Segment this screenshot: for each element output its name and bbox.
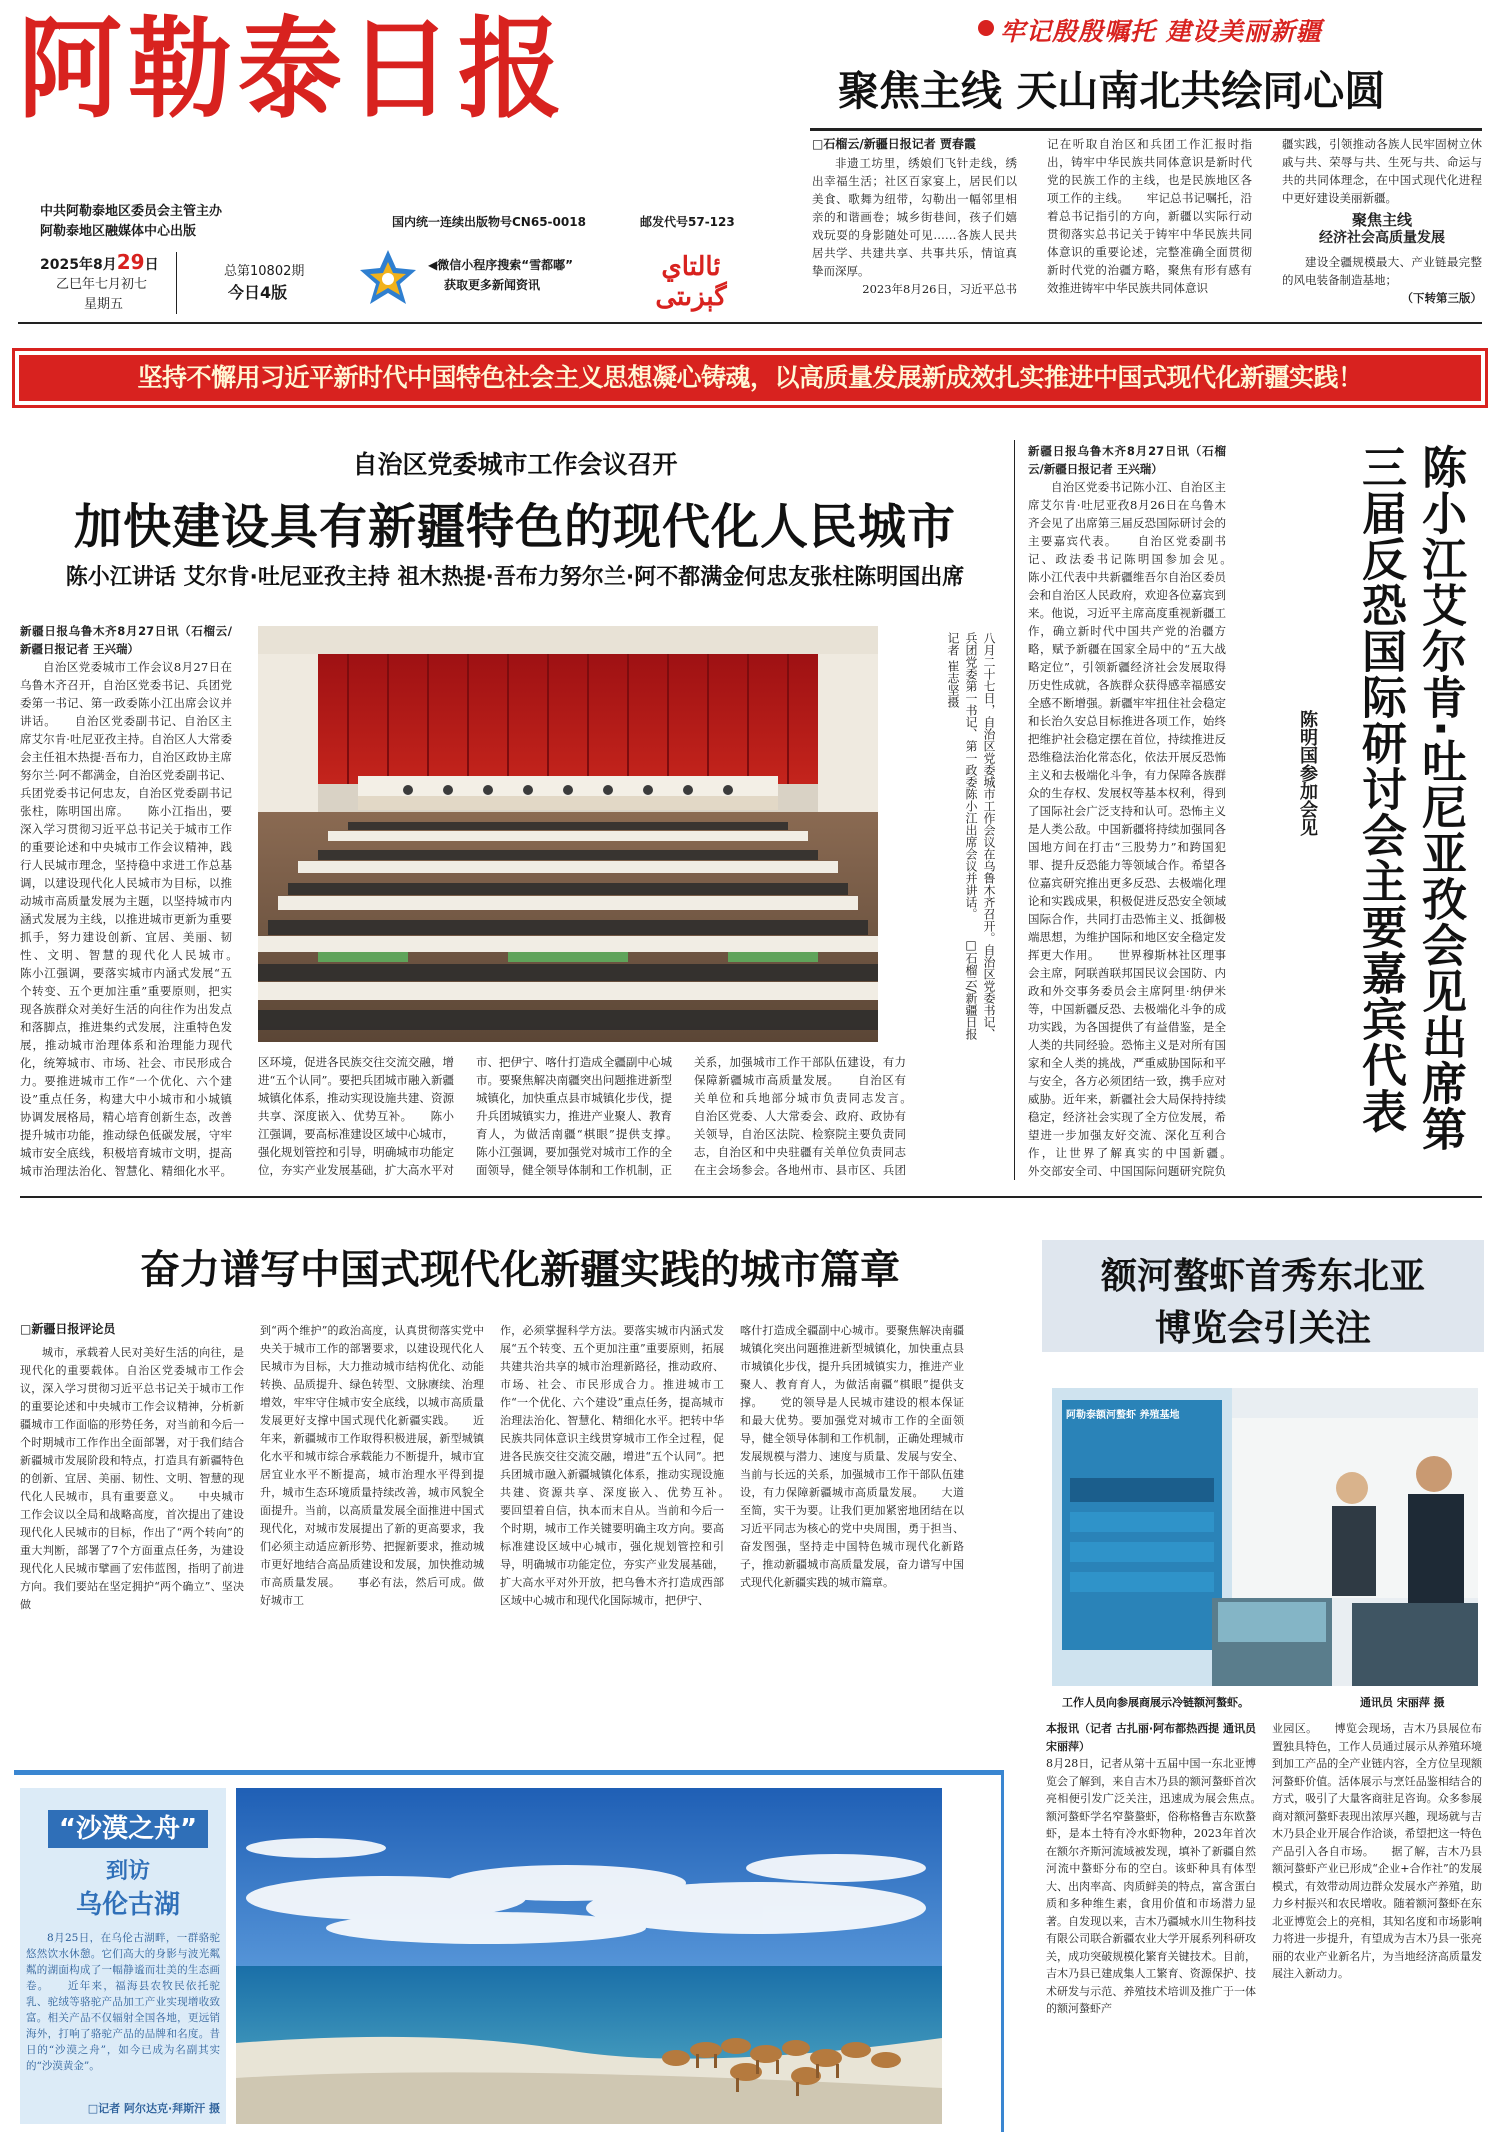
masthead-title: 阿勒泰日报 bbox=[18, 3, 569, 134]
right-story-subhead: 陈明国参加会见 bbox=[1297, 710, 1318, 836]
crayfish-photo-credit: 通讯员 宋丽萍 摄 bbox=[1360, 1696, 1445, 1709]
crayfish-col1: 本报讯（记者 古扎丽·阿布都热西提 通讯员 宋丽萍） 8月28日，记者从第十五届中国一东北亚博览会了解到，来自吉木乃县的额河螯虾首次亮相便引发广泛关注，迅速成为展会焦点。 额河螯虾学名窄螯螯虾，俗称格鲁吉东欧螯虾，是本土特有冷水虾物种，2023年首次在额尔齐斯河流域被发现，填补了新疆自然河流中螯虾分布的空白。该虾种具有体型大、出肉率高、肉质鲜美的特点，富含蛋白质和多种维生素，食用价值和市场潜力显著。自发现以来，吉木乃疆城水川生物科技有限公司联合新疆农业大学开展系列科研攻关，成功突破规模化繁育关键技术。目前，吉木乃县已建成集人工繁育、资源保护、技术研发与示范、养殖技术培训及推广于一体的额河螯虾产 bbox=[1046, 1722, 1256, 2015]
commentary-col3: 作，必须掌握科学方法。要落实城市内涵式发展“五个转变、五个更加注重”重要原则，拓展共建共治共享的城市治理新路径，推动政府、市场、社会、市民形成合力。推进城市工作“一个优化、六个建设”重点任务，提高城市治理法治化、智慧化、精细化水平。把转中华民族共同体意识主线贯穿城市工作全过程，促进各民族交往交流交融，增进“五个认同”。把兵团城市融入新疆城镇化体系，推动实现设施共建、资源共享、深度嵌入、优势互补。 要回望着自信，执本而末自从。当前和今后一个时期，城市工作关键要明确主攻方向。要高标准建设区域中心城市，强化规划管控和引导，明确城市功能定位，夯实产业发展基础，扩大高水平对外开放，把乌鲁木齐打造成西部区域中心城市和现代化国际城市，把伊宁、 bbox=[500, 1324, 724, 1607]
app-logo-icon bbox=[356, 248, 420, 308]
top-story-subheading2: 经济社会高质量发展 bbox=[1319, 230, 1445, 246]
issue-date bbox=[40, 250, 159, 274]
section-rule bbox=[20, 1196, 1482, 1198]
commentary-col4: 喀什打造成全疆副中心城市。要聚焦解决南疆城镇化突出问题推进新型城镇化，加快重点县市城镇化步伐，提升兵团城镇实力，推进产业聚人、教育育人，为做活南疆“棋眼”提供支撑。 党的领导是人民城市建设的根本保证和最大优势。要加强党对城市工作的全面领导，健全领导体制和工作机制，正确处理城市发展规模与潜力、速度与质量、发展与安全、当前与长远的关系，加强城市工作干部队伍建设，有力保障新疆城市高质量发展。 大道至简，实干为要。让我们更加紧密地团结在以习近平同志为核心的党中央周围，勇于担当、奋发图强，坚持走中国特色城市现代化新路子，推动新疆城市高质量发展，奋力谱写中国式现代化新疆实践的城市篇章。 bbox=[740, 1324, 964, 1589]
lead-col2: 区环境，促进各民族交往交流交融，增进“五个认同”。要把兵团城市融入新疆城镇化体系，推动实现设施共建、资源共享、深度嵌入、优势互补。 陈小江强调，要高标准建设区域中心城市，强化规划管控和引导，明确城市功能定位，夯实产业发展基础，扩大高水平对 bbox=[258, 1055, 454, 1177]
camel-title-line1: “沙漠之舟” bbox=[48, 1810, 208, 1848]
cn-number: 国内统一连续出版物号CN65-0018 bbox=[392, 215, 586, 229]
commentary-byline: □新疆日报评论员 bbox=[20, 1322, 116, 1336]
right-story-headline: 陈小江艾尔肯·吐尼亚孜会见出席第三届反恐国际研讨会主要嘉宾代表 bbox=[1354, 444, 1467, 1153]
lead-headline: 加快建设具有新疆特色的现代化人民城市 bbox=[73, 499, 956, 555]
crayfish-headline-line1: 额河螯虾首秀东北亚 bbox=[1100, 1256, 1425, 1297]
post-code: 邮发代号57-123 bbox=[640, 215, 735, 229]
masthead-divider bbox=[176, 252, 177, 314]
camel-title-line3: 乌伦古湖 bbox=[75, 1890, 180, 1920]
top-rule bbox=[810, 128, 1482, 131]
banner-frame bbox=[12, 348, 1488, 408]
commentary-col2: 到“两个维护”的政治高度，认真贯彻落实党中央关于城市工作的部署要求，以建设现代化人民城市为目标，大力推动城市结构优化、动能转换、品质提升、绿色转型、文脉赓续、治理增效，牢牢守住城市安全底线，以城市高质量发展更好支撑中国式现代化新疆实践。 近年来，新疆城市工作取得积极进展，新型城镇化水平和城市综合承载能力不断提升，城市宜居宜业水平不断提高，城市治理水平得到提升，城市生态环境质量持续改善，城市风貌全面提升。当前，以高质量发展全面推进中国式现代化，对城市发展提出了新的更高要求，我们必须主动适应新形势、把握新要求，推动城市更好地结合高品质建设和发展，加快推动城市高质量发展。 事必有法，然后可成。做好城市工 bbox=[260, 1324, 484, 1607]
lead-col4: 关系，加强城市工作干部队伍建设，有力保障新疆城市高质量发展。 自治区有关单位和兵地部分城市负责同志发言。 自治区党委、人大常委会、政府、政协有关领导，自治区法院、检察院主要负责同志，自治区和中央驻疆有关单位负责同志在主会场参会。各地州市、县市区、兵团 bbox=[694, 1055, 906, 1177]
sponsor-line1: 中共阿勒泰地区委员会主管主办 bbox=[40, 204, 223, 219]
top-story-byline: □石榴云/新疆日报记者 贾春霞 bbox=[812, 137, 976, 151]
top-story-col2: 记在听取自治区和兵团工作汇报时指出，铸牢中华民族共同体意识是新时代党的民族工作的主线，也是民族地区各项工作的主线。 牢记总书记嘱托，沿着总书记指引的方向，新疆以实际行动贯彻落实总书记关于铸牢中华民族共同体意识的重要论述，完整准确全面贯彻新时代党的治疆方略，聚焦有形有感有效推进铸牢中华民族共同体意识 bbox=[1047, 137, 1252, 295]
miniprogram-line1: ◀微信小程序搜索“雪都嘟” bbox=[428, 258, 574, 272]
date-prefix: 2025年8月 bbox=[40, 257, 117, 273]
camel-credit: □记者 阿尔达克·拜斯汗 摄 bbox=[87, 2102, 220, 2115]
camel-body: 8月25日，在乌伦古湖畔，一群骆驼悠然饮水休憩。它们高大的身影与波光粼粼的湖面构成了一幅静谧而壮美的生态画卷。 近年来，福海县农牧民依托驼乳、驼绒等骆驼产品加工产业实现增收致富。相关产品不仅辐射全国各地，更远销海外，打响了骆驼产品的品牌和名度。昔日的“沙漠之舟”，如今已成为名副其实的“沙漠黄金”。 bbox=[26, 1932, 220, 2072]
commentary-col1: 城市，承载着人民对美好生活的向往，是现代化的重要载体。自治区党委城市工作会议，深入学习贯彻习近平总书记关于城市工作的重要论述和中央城市工作会议精神，分析新疆城市工作面临的形势任务，对当前和今后一个时期城市工作作出全面部署，对于我们结合新疆城市发展阶段和特点，打造具有新疆特色的创新、宜居、美丽、韧性、文明、智慧的现代化人民城市，具有重要意义。 中央城市工作会议以全局和战略高度，首次提出了建设现代化人民城市的目标，作出了“两个转向”的重大判断，部署了7个方面重点任务，为建设现代化人民城市擘画了宏伟蓝图，指明了前进方向。我们要站在坚定拥护“两个确立”、坚决做 bbox=[20, 1346, 244, 1611]
column-divider bbox=[1014, 440, 1015, 1180]
sponsor-line2: 阿勒泰地区融媒体中心出版 bbox=[40, 224, 197, 239]
conference-photo-caption: 八月二十七日，自治区党委城市工作会议在乌鲁木齐召开。自治区党委书记、兵团党委第一书记、第一政委陈小江出席会议并讲话。 □石榴云/新疆日报记者 崔志坚摄 bbox=[946, 632, 996, 1041]
miniprogram-line2: 获取更多新闻资讯 bbox=[444, 278, 541, 292]
commentary-headline: 奋力谱写中国式现代化新疆实践的城市篇章 bbox=[140, 1247, 900, 1293]
camel-title-line2: 到访 bbox=[105, 1859, 150, 1884]
camel-photo bbox=[236, 1788, 942, 2124]
top-story-col1: 非遗工坊里，绣娘们飞针走线，绣出幸福生活；社区百家宴上，居民们以美食、歌舞为纽带，勾勒出一幅邻里相亲的和谐画卷；城乡街巷间，孩子们嬉戏玩耍的身影随处可见……各族人民共居共学、共建共享、共事共乐，情谊真挚而深厚。 2023年8月26日，习近平总书 bbox=[812, 156, 1017, 296]
masthead-rule bbox=[18, 322, 1482, 324]
issue-number: 总第10802期 bbox=[224, 264, 305, 279]
right-story-body: 新疆日报乌鲁木齐8月27日讯（石榴云/新疆日报记者 王兴瑞） 自治区党委书记陈小江、自治区主席艾尔肯·吐尼亚孜8月26日在乌鲁木齐会见了出席第三届反恐国际研讨会的主要嘉宾代表。 自治区党委副书记、政法委书记陈明国参加会见。 陈小江代表中共新疆维吾尔自治区委员会和自治区人民政府，欢迎各位嘉宾到来。他说，习近平主席高度重视新疆工作，确立新时代中国共产党的治疆方略，赋予新疆在国家全局中的“五大战略定位”，引领新疆经济社会发展取得历史性成就，各族群众获得感幸福感安全感不断增强。新疆牢牢扭住社会稳定和长治久安总目标推进各项工作，始终把维护社会稳定摆在首位，持续推进反恐维稳法治化常态化，依法开展反恐怖主义和去极端化斗争，有力保障各族群众的生存权、发展权等基本权利，得到了国际社会广泛支持和认可。恐怖主义是人类公敌。中国新疆将持续加强同各国地方间在打击“三股势力”和跨国犯罪、提升反恐能力等领域合作。希望各位嘉宾研究推出更多反恐、去极端化理论和实践成果，积极促进反恐安全领域国际合作，共同打击恐怖主义、抵御极端思想，为维护国际和地区安全稳定发挥更大作用。 世界穆斯林社区理事会主席，阿联酋联邦国民议会国防、内政和外交事务委员会主席阿里·纳伊米等，中国新疆反恐、去极端化斗争的成功实践，为各国提供了有益借鉴，是全人类的共同经验。恐怖主义是对所有国家和全人类的挑战，严重威胁国际和平与安全，各方必须团结一致，携手应对威胁。近年来，新疆社会大局保持持续稳定，经济社会实现了全方位发展，希望进一步加强友好交流、深化互利合作，让世界了解真实的中国新疆。 外交部安全司、中国国际问题研究院负 bbox=[1028, 444, 1226, 1178]
top-story-col3: 疆实践，引领推动各族人民牢固树立休戚与共、荣辱与共、生死与共、命运与共的共同体理念，在中国式现代化进程中更好建设美丽新疆。 聚焦主线 经济社会高质量发展 建设全疆规模最大、产业链最完整的风电装备制造基地； （下转第三版） bbox=[1282, 137, 1482, 305]
lead-col3: 市、把伊宁、喀什打造成全疆副中心城市。要聚焦解决南疆突出问题推进新型城镇化，加快重点县市城镇化步伐，提升兵团城镇实力，推进产业聚人、教育育人，为做活南疆“棋眼”提供支撑。 陈小江强调，要加强党对城市工作的全面领导，健全领导体制和工作机制，正 bbox=[476, 1055, 672, 1177]
top-headline: 聚焦主线 天山南北共绘同心圆 bbox=[838, 67, 1386, 115]
lead-subhead: 陈小江讲话 艾尔肯·吐尼亚孜主持 祖木热提·吾布力努尔兰·阿不都满金何忠友张柱陈明国出席 bbox=[65, 565, 965, 590]
banner-text: 坚持不懈用习近平新时代中国特色社会主义思想凝心铸魂，以高质量发展新成效扎实推进中国式现代化新疆实践！ bbox=[19, 355, 1481, 401]
conference-photo bbox=[258, 626, 878, 1042]
crayfish-headline-line2: 博览会引关注 bbox=[1154, 1308, 1371, 1349]
continued-note: （下转第三版） bbox=[1401, 291, 1482, 305]
date-suffix: 日 bbox=[144, 257, 159, 273]
lead-kicker: 自治区党委城市工作会议召开 bbox=[352, 450, 678, 479]
uyghur-title: ئالتاي گېزىتى bbox=[655, 252, 727, 312]
page-count: 今日4版 bbox=[228, 283, 288, 302]
crayfish-col2: 业园区。 博览会现场，吉木乃县展位布置独具特色，工作人员通过展示从养殖环境到加工产品的全产业链内容，全方位呈现额河螯虾价值。活体展示与烹饪品鉴相结合的方式，吸引了大量客商驻足咨询。众多参展商对额河螯虾表现出浓厚兴趣，现场就与吉木乃县企业开展合作洽谈，希望把这一特色产品引入各自市场。 据了解，吉木乃县额河螯虾产业已形成“企业+合作社”的发展模式，有效带动周边群众发展水产养殖，助力乡村振兴和农民增收。随着额河螯虾在东北亚博览会上的亮相，其知名度和市场影响力将进一步提升，有望成为吉木乃县一张亮丽的农业产业新名片，为当地经济高质量发展注入新动力。 bbox=[1272, 1722, 1482, 1980]
lunar-date: 乙巳年七月初七 bbox=[56, 277, 148, 292]
crayfish-photo-caption: 工作人员向参展商展示冷链额河螯虾。 bbox=[1062, 1696, 1249, 1709]
weekday: 星期五 bbox=[84, 297, 124, 312]
masthead-slogan: 牢记殷殷嘱托 建设美丽新疆 bbox=[1000, 17, 1322, 46]
date-day: 29 bbox=[116, 250, 145, 274]
crayfish-board-title: 阿勒泰额河螯虾 养殖基地 bbox=[1066, 1410, 1180, 1421]
top-story-subheading: 聚焦主线 bbox=[1351, 211, 1412, 229]
crayfish-photo bbox=[1052, 1388, 1478, 1686]
lead-col1: 新疆日报乌鲁木齐8月27日讯（石榴云/新疆日报记者 王兴瑞） 自治区党委城市工作会议8月27日在乌鲁木齐召开，自治区党委书记、兵团党委第一书记、第一政委陈小江出席会议并讲话。 自治区党委副书记、自治区主席艾尔肯·吐尼亚孜主持。自治区人大常委会主任祖木热提·吾布力，自治区政协主席努尔兰·阿不都满金，自治区党委副书记、兵团党委书记何忠友，自治区党委副书记张柱，陈明国出席。 陈小江指出，要深入学习贯彻习近平总书记关于城市工作的重要论述和中央城市工作会议精神，践行人民城市理念，坚持稳中求进工作总基调，以建设现代化人民城市为目标，以推动城市高质量发展为主题，以坚持城市内涵式发展为主线，以推进城市更新为重要抓手，努力建设创新、宜居、美丽、韧性、文明、智慧的现代化人民城市。 陈小江强调，要落实城市内涵式发展“五个转变、五个更加注重”重要原则，把实现各族群众对美好生活的向往作为出发点和落脚点，推进集约式发展，注重特色发展，推动城市治理体系和治理能力现代化，统筹城市、市场、社会、市民形成合力。要推进城市工作“一个优化、六个建设”重点任务，构建大中小城市和小城镇协调发展格局，精心培育创新生态，改善提升城市功能，推动绿色低碳发展，守牢城市安全底线，积极培育城市文明，提高城市治理法治化、智慧化、精细化水平。 bbox=[20, 624, 232, 1178]
slogan-dot-icon bbox=[978, 20, 994, 36]
